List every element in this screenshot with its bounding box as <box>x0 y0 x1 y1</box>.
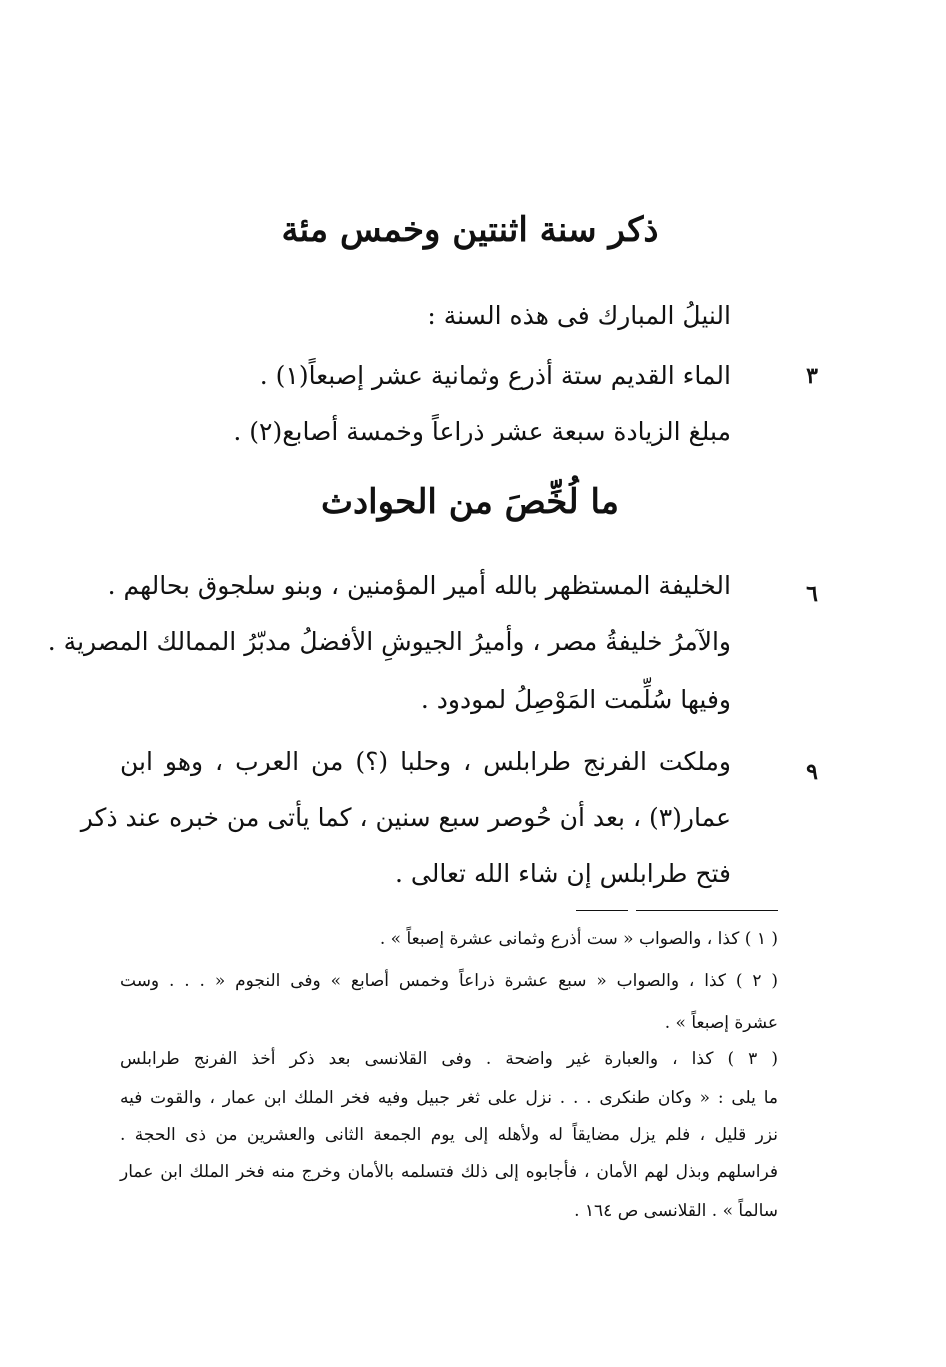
event-caliph-line: الخليفة المستظهر بالله أمير المؤمنين ، وبنو سلجوق بحالهم . <box>107 571 731 600</box>
footnote-3-line-1: ( ٣ ) كذا ، والعبارة غير واضحة . وفى القلانسى بعد ذكر أخذ الفرنج طرابلس <box>120 1049 778 1069</box>
event-tripoli-line-1: وملكت الفرنج طرابلس ، وحلبا (؟) من العرب ، وهو ابن <box>120 747 731 776</box>
nile-intro-line: النيلُ المبارك فى هذه السنة : <box>427 301 731 330</box>
event-egypt-line: والآمرُ خليفةُ مصر ، وأميرُ الجيوشِ الأفضلُ مدبّرُ الممالك المصرية . <box>47 627 731 656</box>
year-heading: ذكر سنة اثنتين وخمس مئة <box>281 210 659 250</box>
footnote-3-line-5: سالماً » . القلانسى ص ١٦٤ . <box>574 1201 778 1221</box>
event-tripoli-line-2: عمار(٣) ، بعد أن حُوصر سبع سنين ، كما يأتى من خبره عند ذكر <box>80 803 731 832</box>
footnote-2-line-2: عشرة إصبعاً » . <box>664 1013 778 1033</box>
nile-old-water-line: الماء القديم ستة أذرع وثمانية عشر إصبعاً(١) . <box>259 361 731 390</box>
line-number-9: ٩ <box>806 759 818 785</box>
event-tripoli-line-3: فتح طرابلس إن شاء الله تعالى . <box>395 859 731 888</box>
footnote-separator <box>636 910 778 911</box>
events-heading: ما لُخِّصَ من الحوادث <box>320 482 620 522</box>
footnote-1: ( ١ ) كذا ، والصواب « ست أذرع وثمانى عشرة إصبعاً » . <box>379 929 778 949</box>
line-number-3: ٣ <box>806 363 818 389</box>
line-number-6: ٦ <box>806 581 818 607</box>
footnote-3-line-3: نزر قليل ، فلم يزل مضايقاً له ولأهله إلى يوم الجمعة الثانى والعشرين من ذى الحجة . <box>120 1125 778 1145</box>
footnote-separator-segment <box>576 910 628 911</box>
footnote-2-line-1: ( ٢ ) كذا ، والصواب « سبع عشرة ذراعاً وخمس أصابع » وفى النجوم « . . . وست <box>120 971 778 991</box>
event-mosul-line: وفيها سُلِّمت المَوْصِلُ لمودود . <box>420 685 731 714</box>
footnote-3-line-2: ما يلى : « وكان طنكرى . . . نزل على ثغر جبيل وفيه فخر الملك ابن عمار ، والقوت فيه <box>120 1088 778 1108</box>
nile-increase-line: مبلغ الزيادة سبعة عشر ذراعاً وخمسة أصابع(٢) . <box>233 417 731 446</box>
footnote-3-line-4: فراسلهم وبذل لهم الأمان ، فأجابوه إلى ذلك فتسلمه بالأمان وخرج منه فخر الملك ابن عمار <box>120 1162 778 1182</box>
